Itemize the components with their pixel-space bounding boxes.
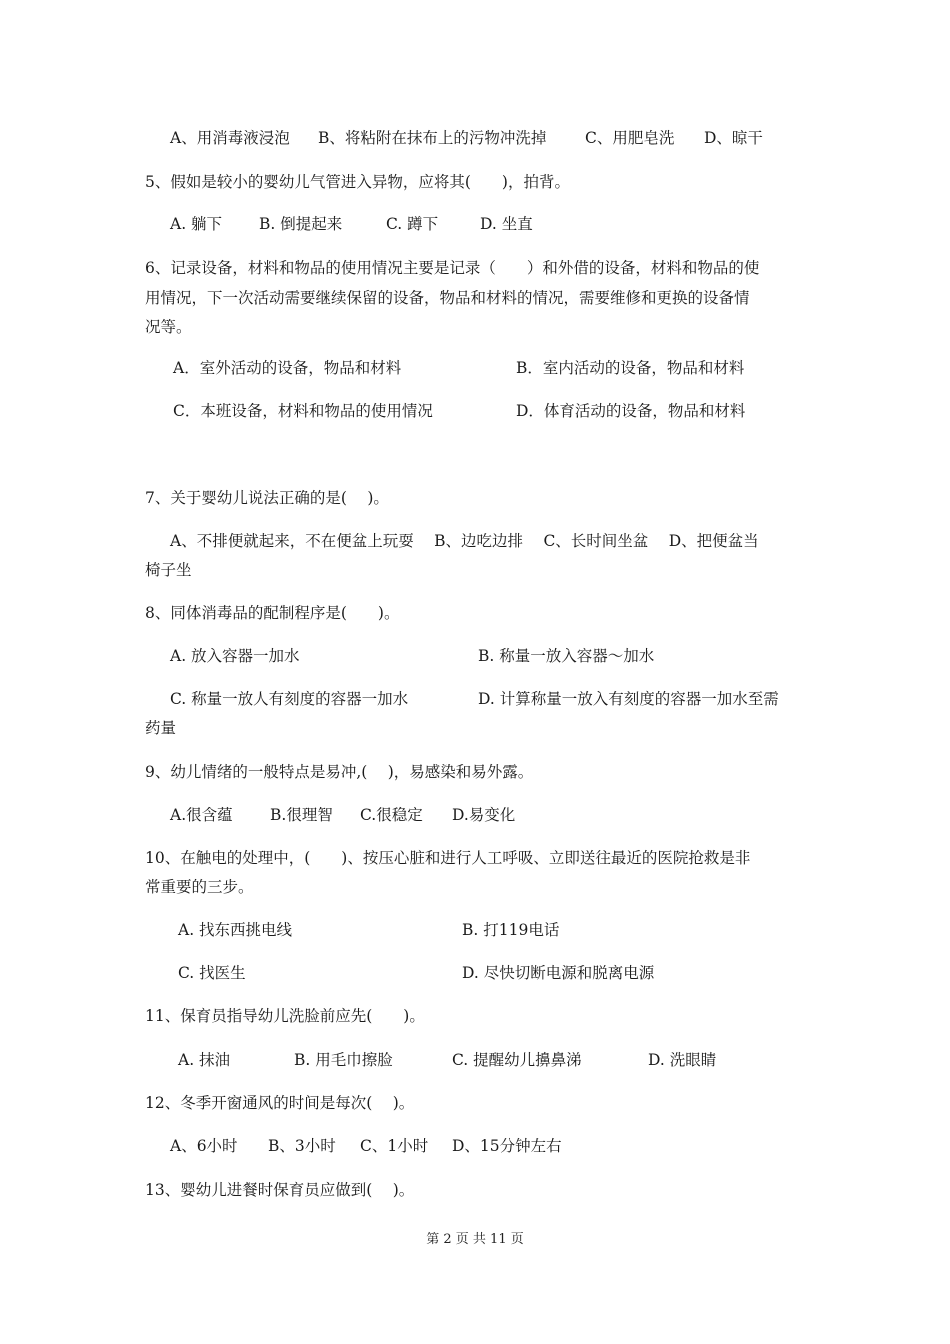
q9-stem: 9、幼儿情绪的一般特点是易冲,( )，易感染和易外露。 <box>145 763 534 781</box>
q8-option-c: C. 称量一放人有刻度的容器一加水 <box>170 690 409 708</box>
q12-option-a: A、6小时 <box>170 1137 238 1155</box>
q7-options-line-2: 椅子坐 <box>145 561 192 579</box>
q5-option-c: C. 蹲下 <box>386 215 439 233</box>
q10-option-b: B. 打119电话 <box>462 921 560 939</box>
q8-option-d-wrap: 药量 <box>145 719 177 737</box>
q4-option-b: B、将粘附在抹布上的污物冲洗掉 <box>318 129 547 147</box>
q5-stem: 5、假如是较小的婴幼儿气管进入异物，应将其( )，拍背。 <box>145 173 570 191</box>
q6-stem-line-3: 况等。 <box>145 318 192 336</box>
q6-stem-line-1: 6、记录设备，材料和物品的使用情况主要是记录（ ）和外借的设备，材料和物品的使 <box>145 259 760 277</box>
q10-option-d: D. 尽快切断电源和脱离电源 <box>462 964 655 982</box>
q10-stem-line-2: 常重要的三步。 <box>145 878 254 896</box>
q4-option-a: A、用消毒液浸泡 <box>170 129 290 147</box>
q11-option-d: D. 洗眼睛 <box>648 1051 717 1069</box>
q10-option-a: A. 找东西挑电线 <box>178 921 293 939</box>
q6-option-b: B．室内活动的设备，物品和材料 <box>516 359 745 377</box>
q5-option-d: D. 坐直 <box>480 215 533 233</box>
q10-option-c: C. 找医生 <box>178 964 246 982</box>
q7-options-line-1: A、不排便就起来，不在便盆上玩耍 B、边吃边排 C、长时间坐盆 D、把便盆当 <box>170 532 759 550</box>
q7-stem: 7、关于婴幼儿说法正确的是( )。 <box>145 489 389 507</box>
q8-option-b: B. 称量一放入容器～加水 <box>478 647 655 665</box>
q6-stem-line-2: 用情况，下一次活动需要继续保留的设备，物品和材料的情况，需要维修和更换的设备情 <box>145 289 750 307</box>
q8-option-d: D. 计算称量一放入有刻度的容器一加水至需 <box>478 690 779 708</box>
q9-option-b: B.很理智 <box>270 806 333 824</box>
q11-option-c: C. 提醒幼儿擤鼻涕 <box>452 1051 582 1069</box>
q9-option-c: C.很稳定 <box>360 806 423 824</box>
q5-option-b: B. 倒提起来 <box>259 215 343 233</box>
q8-option-a: A. 放入容器一加水 <box>170 647 300 665</box>
q6-option-a: A．室外活动的设备，物品和材料 <box>173 359 402 377</box>
q12-option-d: D、15分钟左右 <box>452 1137 562 1155</box>
page-footer: 第 2 页 共 11 页 <box>426 1232 524 1247</box>
q9-option-a: A.很含蕴 <box>170 806 233 824</box>
q12-option-c: C、1小时 <box>360 1137 429 1155</box>
q10-stem-line-1: 10、在触电的处理中，( )、按压心脏和进行人工呼吸、立即送往最近的医院抢救是非 <box>145 849 751 867</box>
q11-option-b: B. 用毛巾擦脸 <box>294 1051 393 1069</box>
q9-option-d: D.易变化 <box>452 806 516 824</box>
q5-option-a: A. 躺下 <box>170 215 223 233</box>
q4-option-d: D、晾干 <box>704 129 763 147</box>
q6-option-d: D．体育活动的设备，物品和材料 <box>516 402 746 420</box>
q13-stem: 13、婴幼儿进餐时保育员应做到( )。 <box>145 1181 415 1199</box>
q11-option-a: A. 抹油 <box>178 1051 231 1069</box>
q8-stem: 8、同体消毒品的配制程序是( )。 <box>145 604 400 622</box>
q11-stem: 11、保育员指导幼儿洗脸前应先( )。 <box>145 1007 425 1025</box>
q6-option-c: C．本班设备，材料和物品的使用情况 <box>173 402 433 420</box>
q12-option-b: B、3小时 <box>268 1137 336 1155</box>
q4-option-c: C、用肥皂洗 <box>585 129 675 147</box>
q12-stem: 12、冬季开窗通风的时间是每次( )。 <box>145 1094 415 1112</box>
